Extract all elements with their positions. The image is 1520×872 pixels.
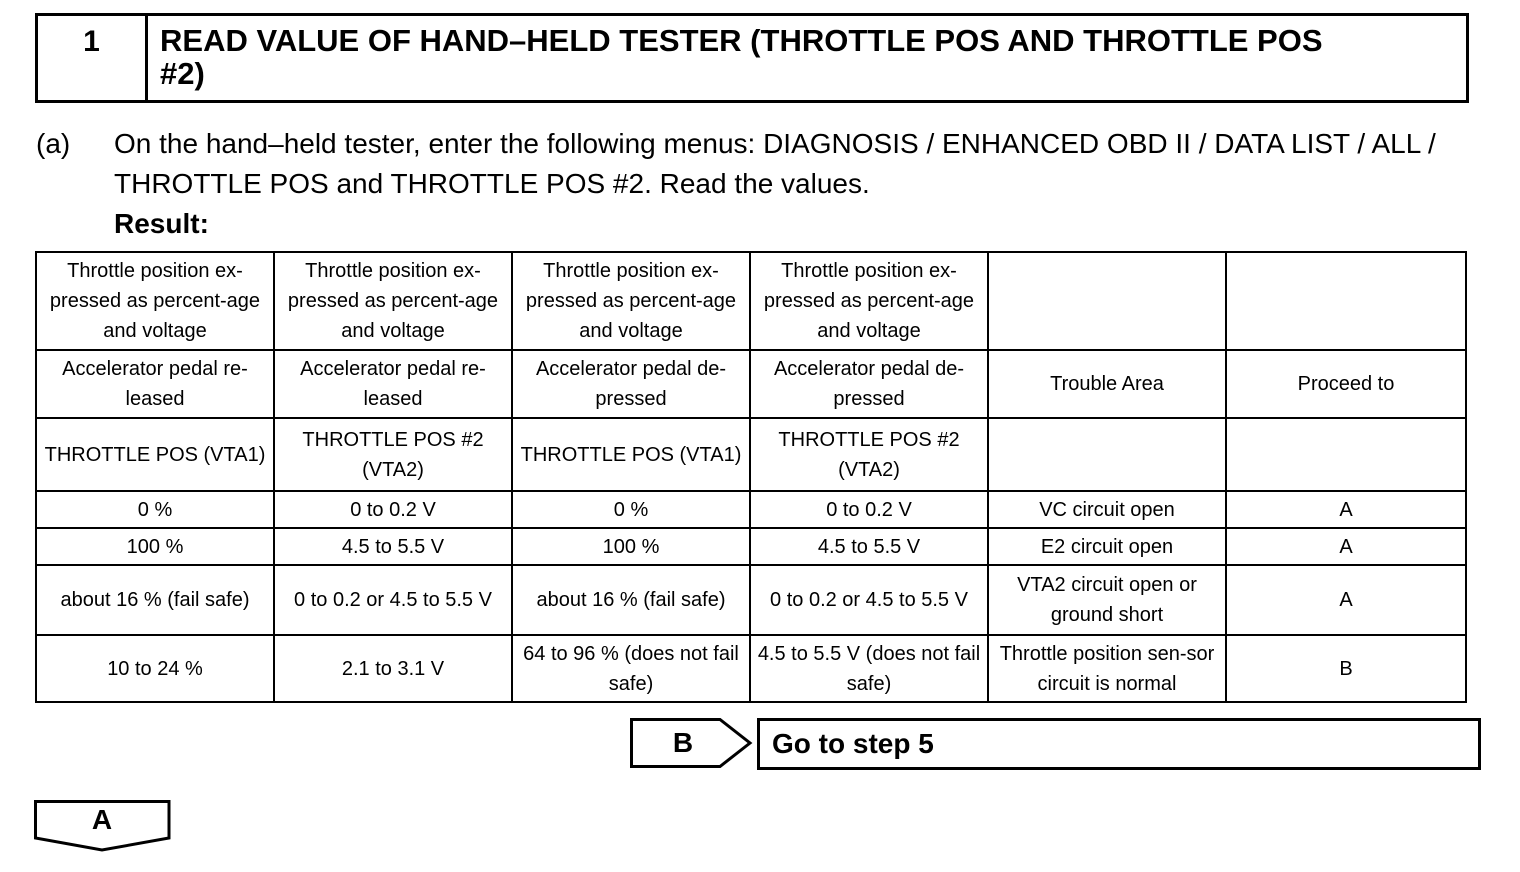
table-cell: 100 % — [512, 528, 750, 565]
table-row — [36, 635, 1466, 702]
table-cell: 0 to 0.2 or 4.5 to 5.5 V — [274, 565, 512, 635]
instruction-label: (a) — [36, 128, 71, 159]
header-cell: Accelerator pedal re-leased — [274, 350, 512, 418]
table-cell: about 16 % (fail safe) — [36, 565, 274, 635]
header-row-pedal — [36, 350, 1466, 418]
table-row — [36, 565, 1466, 635]
header-cell: Throttle position ex-pressed as percent-age and voltage — [274, 252, 512, 350]
header-cell: THROTTLE POS #2 (VTA2) — [274, 418, 512, 491]
table-cell: E2 circuit open — [988, 528, 1226, 565]
step-title — [148, 16, 1466, 100]
step-title-line1: READ VALUE OF HAND–HELD TESTER (THROTTLE POS AND THROTTLE POS — [160, 23, 1323, 58]
table-cell: 0 to 0.2 or 4.5 to 5.5 V — [750, 565, 988, 635]
table-cell: 2.1 to 3.1 V — [274, 635, 512, 702]
table-cell: A — [1226, 528, 1466, 565]
step-title-line2: #2) — [160, 56, 205, 91]
step-header — [35, 13, 1469, 103]
goto-step-box: Go to step 5 — [757, 718, 1481, 770]
table-cell: 0 to 0.2 V — [750, 491, 988, 528]
header-row-signal — [36, 418, 1466, 491]
table-cell: 4.5 to 5.5 V — [274, 528, 512, 565]
table-cell: 0 % — [36, 491, 274, 528]
header-cell-empty — [988, 252, 1226, 350]
header-cell: Accelerator pedal re-leased — [36, 350, 274, 418]
table-cell: 0 % — [512, 491, 750, 528]
trouble-area-header: Trouble Area — [988, 350, 1226, 418]
header-cell: Accelerator pedal de-pressed — [512, 350, 750, 418]
table-cell: about 16 % (fail safe) — [512, 565, 750, 635]
header-cell: Accelerator pedal de-pressed — [750, 350, 988, 418]
table-cell: 10 to 24 % — [36, 635, 274, 702]
table-row — [36, 528, 1466, 565]
header-cell: Throttle position ex-pressed as percent-age and voltage — [750, 252, 988, 350]
header-row-description — [36, 252, 1466, 350]
header-cell: THROTTLE POS (VTA1) — [512, 418, 750, 491]
instruction — [36, 124, 1476, 244]
table-cell: 0 to 0.2 V — [274, 491, 512, 528]
header-cell: THROTTLE POS #2 (VTA2) — [750, 418, 988, 491]
table-cell: VTA2 circuit open or ground short — [988, 565, 1226, 635]
table-cell: A — [1226, 565, 1466, 635]
branch-a-label: A — [91, 804, 113, 835]
table-cell: A — [1226, 491, 1466, 528]
proceed-to-header: Proceed to — [1226, 350, 1466, 418]
table-cell: 64 to 96 % (does not fail safe) — [512, 635, 750, 702]
table-cell: Throttle position sen-sor circuit is normal — [988, 635, 1226, 702]
branch-b-label: B — [672, 727, 694, 758]
header-cell-empty — [988, 418, 1226, 491]
header-cell-empty — [1226, 252, 1466, 350]
result-label: Result: — [114, 208, 209, 239]
instruction-text: On the hand–held tester, enter the following menus: DIAGNOSIS / ENHANCED OBD II / DATA LIST / ALL / THROTTLE POS and THROTTLE POS #2. Read the values. — [114, 128, 1436, 199]
table-cell: 4.5 to 5.5 V (does not fail safe) — [750, 635, 988, 702]
header-cell: Throttle position ex-pressed as percent-age and voltage — [36, 252, 274, 350]
step-number: 1 — [38, 16, 148, 100]
header-cell: Throttle position ex-pressed as percent-age and voltage — [512, 252, 750, 350]
table-cell: 100 % — [36, 528, 274, 565]
header-cell: THROTTLE POS (VTA1) — [36, 418, 274, 491]
table-cell: 4.5 to 5.5 V — [750, 528, 988, 565]
header-cell-empty — [1226, 418, 1466, 491]
table-row — [36, 491, 1466, 528]
result-table — [35, 251, 1467, 703]
table-cell: B — [1226, 635, 1466, 702]
table-cell: VC circuit open — [988, 491, 1226, 528]
